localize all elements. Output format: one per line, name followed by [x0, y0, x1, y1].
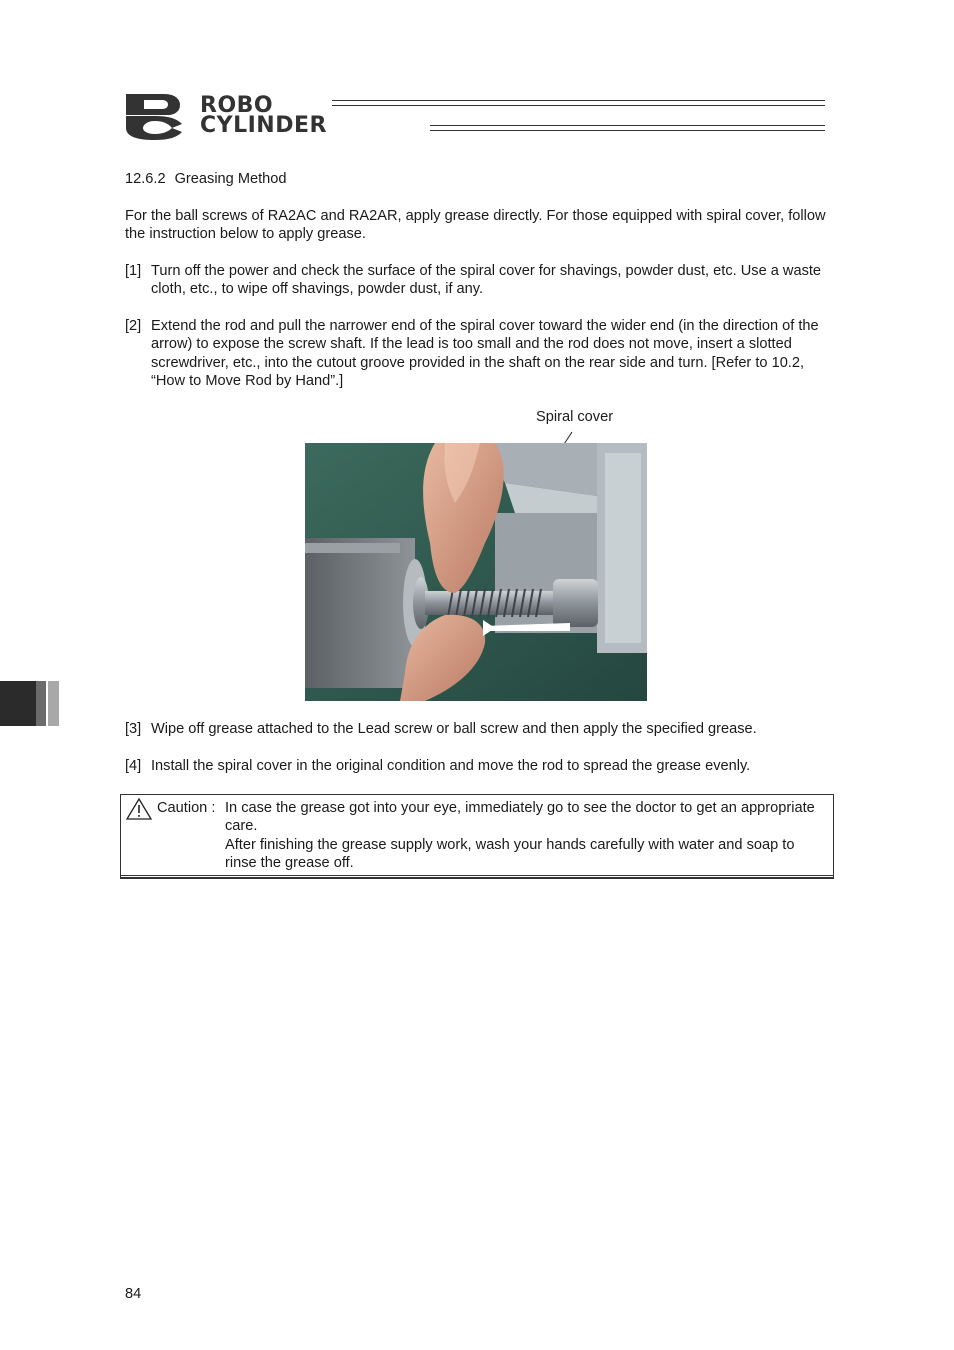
- step-text: Install the spiral cover in the original condition and move the rod to spread the grease evenly.: [151, 758, 751, 774]
- section-number: 12.6.2: [125, 171, 166, 187]
- step-number: [1]: [125, 263, 142, 279]
- spiral-cover-photo-drawing: [305, 443, 647, 701]
- step-text: Extend the rod and pull the narrower end of the spiral cover toward the wider end (in the direction of the arrow) to expose the screw shaft. If the lead is too small and the rod does not move, insert a slotted screwdriver, etc., into the cutout groove provided in the shaft on the rear side and turn. [Refer to 10.2, “How to Move Rod by Hand”.]: [151, 318, 819, 390]
- intro-paragraph: For the ball screws of RA2AC and RA2AR, apply grease directly. For those equipped with spiral cover, follow the instruction below to apply grease.: [125, 208, 826, 243]
- header-rule-bottom-1: [430, 125, 825, 126]
- step-number: [2]: [125, 318, 142, 334]
- caution-label: Caution :: [157, 800, 216, 816]
- step-1: [125, 262, 830, 299]
- caution-box: [120, 794, 834, 876]
- header-rule-top-1: [332, 100, 825, 101]
- header-rule-bottom-2: [430, 130, 825, 131]
- logo-word-cylinder: CYLINDER: [200, 113, 327, 138]
- section-title: Greasing Method: [174, 171, 287, 187]
- step-text: Turn off the power and check the surface of the spiral cover for shavings, powder dust, etc. Use a waste cloth, etc., to wipe off shavings, powder dust, if any.: [151, 263, 822, 298]
- rc-logo-icon: [124, 92, 186, 140]
- caution-line-2: After finishing the grease supply work, wash your hands carefully with water and soap to rinse the grease off.: [225, 836, 795, 872]
- caution-line-1: In case the grease got into your eye, immediately go to see the doctor to get an appropriate care.: [225, 800, 815, 835]
- section-heading: [125, 170, 287, 188]
- step-2: [125, 317, 830, 391]
- step-4: [125, 757, 830, 775]
- step-text: Wipe off grease attached to the Lead screw or ball screw and then apply the specified grease.: [151, 721, 757, 737]
- logo-word-robo: ROBO: [200, 93, 274, 118]
- step-number: [3]: [125, 721, 142, 737]
- header-rule-top-2: [332, 105, 825, 106]
- caution-text: [225, 799, 825, 873]
- step-number: [4]: [125, 758, 142, 774]
- page-number: 84: [125, 1286, 142, 1302]
- robo-cylinder-logo: [124, 92, 826, 142]
- figure-callout-label: Spiral cover: [536, 409, 614, 425]
- warning-triangle-icon: [126, 798, 152, 820]
- step-3: [125, 720, 830, 738]
- chapter-side-tab: [0, 681, 59, 726]
- spiral-cover-photo: [305, 443, 647, 701]
